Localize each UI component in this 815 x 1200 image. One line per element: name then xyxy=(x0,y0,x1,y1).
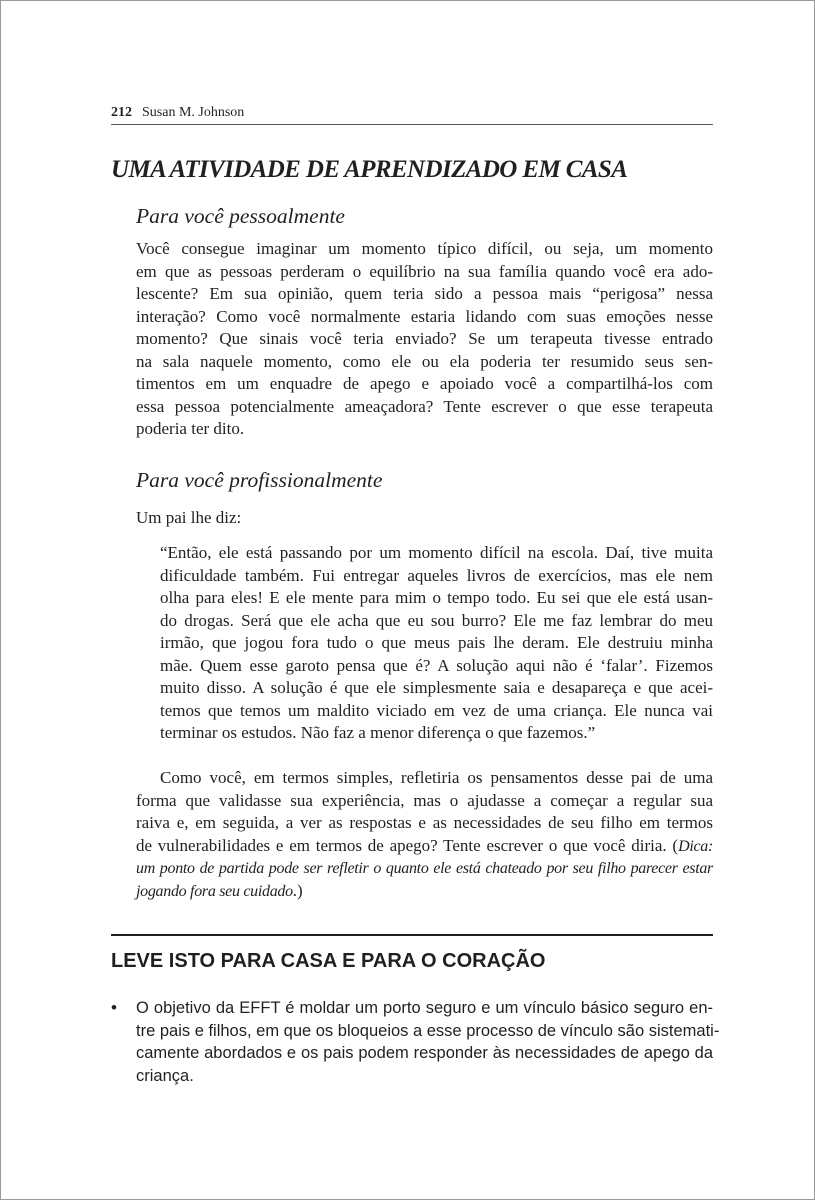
text: essa pessoa potencialmente ameaçadora? Tente escrever o que esse terapeuta xyxy=(136,396,713,416)
text: em que as pessoas perderam o equilíbrio na sua família quando você era ado- xyxy=(136,261,713,281)
text-line xyxy=(136,306,713,329)
text-line xyxy=(160,677,713,700)
text: camente abordados e os pais podem responder às necessidades de apego da xyxy=(136,1044,713,1062)
paragraph-question xyxy=(136,767,713,902)
running-author: Susan M. Johnson xyxy=(142,105,245,120)
text-line xyxy=(160,542,713,565)
text-line: Um pai lhe diz: xyxy=(136,508,242,527)
text: olha para eles! E ele mente para mim o tempo todo. Eu sei que ele está usan- xyxy=(160,588,713,607)
text-line xyxy=(136,328,713,351)
text-line xyxy=(136,835,713,858)
italic-text: Dica: xyxy=(678,837,713,855)
text: O objetivo da EFFT é moldar um porto seguro e um vínculo básico seguro en- xyxy=(136,999,713,1017)
text-line xyxy=(136,1020,720,1043)
text-line xyxy=(136,812,713,835)
text-line xyxy=(136,418,713,441)
text-line xyxy=(160,587,713,610)
bullet-marker: • xyxy=(111,998,117,1017)
text-line xyxy=(136,857,713,880)
text: momento? Que sinais você teria enviado? Se um terapeuta tivesse entrado xyxy=(136,329,713,348)
paragraph-personal xyxy=(136,238,713,441)
text: interação? Como você normalmente estaria lidando com suas emoções nesse xyxy=(136,306,713,326)
header-rule xyxy=(111,124,713,125)
text: tre pais e filhos, em que os bloqueios a esse processo de vínculo são sistemati- xyxy=(136,1021,720,1040)
text: de vulnerabilidades e em termos de apego? Tente escrever o que você diria. ( xyxy=(136,835,679,855)
text-line xyxy=(136,997,713,1020)
section-title: UMA ATIVIDADE DE APRENDIZADO EM CASA xyxy=(111,156,628,183)
text-line xyxy=(160,565,713,588)
text-line xyxy=(136,790,713,813)
text: criança. xyxy=(136,1066,194,1085)
section-rule xyxy=(111,934,713,936)
text-line xyxy=(136,1042,713,1065)
text: raiva e, em seguida, a ver as respostas e as necessidades de seu filho em termos xyxy=(136,813,713,832)
text-line xyxy=(160,655,713,678)
takeaway-heading: LEVE ISTO PARA CASA E PARA O CORAÇÃO xyxy=(111,950,546,972)
text: dificuldade também. Fui entregar aqueles livros de exercícios, mas ele nem xyxy=(160,565,713,585)
text: temos que temos um maldito viciado em vez de uma criança. Ele nunca vai xyxy=(160,700,713,720)
italic-text: um ponto de partida pode ser refletir o quanto ele está chateado por seu filho parecer estar xyxy=(136,860,713,877)
text-line xyxy=(136,1065,713,1088)
text-line xyxy=(160,632,713,655)
text-line xyxy=(136,351,713,374)
text-line xyxy=(160,700,713,723)
text-line xyxy=(136,396,713,419)
text-line xyxy=(160,610,713,633)
text: .) xyxy=(292,880,303,900)
bullet-item xyxy=(136,997,720,1087)
text: terminar os estudos. Não faz a menor diferença o que fazemos.” xyxy=(160,723,596,742)
text: muito disso. A solução é que ele simplesmente saia e desapareça e que acei- xyxy=(160,678,713,697)
subheading-personal: Para você pessoalmente xyxy=(136,204,345,228)
text: do drogas. Será que ele acha que eu sou burro? Ele me faz lembrar do meu xyxy=(160,610,713,630)
text-line xyxy=(136,373,713,396)
text: timentos em um enquadre de apego e apoiado você a compartilhá-los com xyxy=(136,374,713,393)
text: Você consegue imaginar um momento típico difícil, ou seja, um momento xyxy=(136,239,713,258)
text-line xyxy=(136,767,713,790)
text: irmão, que jogou fora tudo o que meus pais lhe deram. Ele destruiu minha xyxy=(160,633,713,652)
text: lescente? Em sua opinião, quem teria sido a pessoa mais “perigosa” nessa xyxy=(136,284,713,303)
text: forma que validasse sua experiência, mas o ajudasse a começar a regular sua xyxy=(136,790,713,810)
text: poderia ter dito. xyxy=(136,419,245,438)
page-number: 212 xyxy=(111,105,132,120)
text-line xyxy=(160,722,713,745)
text-line xyxy=(136,880,713,903)
text-line xyxy=(136,283,713,306)
running-header xyxy=(111,105,244,121)
text: mãe. Quem esse garoto pensa que é? A solução aqui não é ‘falar’. Fizemos xyxy=(160,655,713,675)
text: na sala naquele momento, como ele ou ela poderia ter resumido seus sen- xyxy=(136,351,713,371)
text: “Então, ele está passando por um momento difícil na escola. Daí, tive muita xyxy=(160,543,713,562)
text: Como você, em termos simples, refletiria os pensamentos desse pai de uma xyxy=(160,768,713,787)
text-line xyxy=(136,261,713,284)
italic-text: jogando fora seu cuidado xyxy=(136,882,293,900)
quote-intro xyxy=(136,507,713,530)
text-line xyxy=(136,238,713,261)
parent-quote xyxy=(160,542,713,745)
subheading-professional: Para você profissionalmente xyxy=(136,468,383,492)
